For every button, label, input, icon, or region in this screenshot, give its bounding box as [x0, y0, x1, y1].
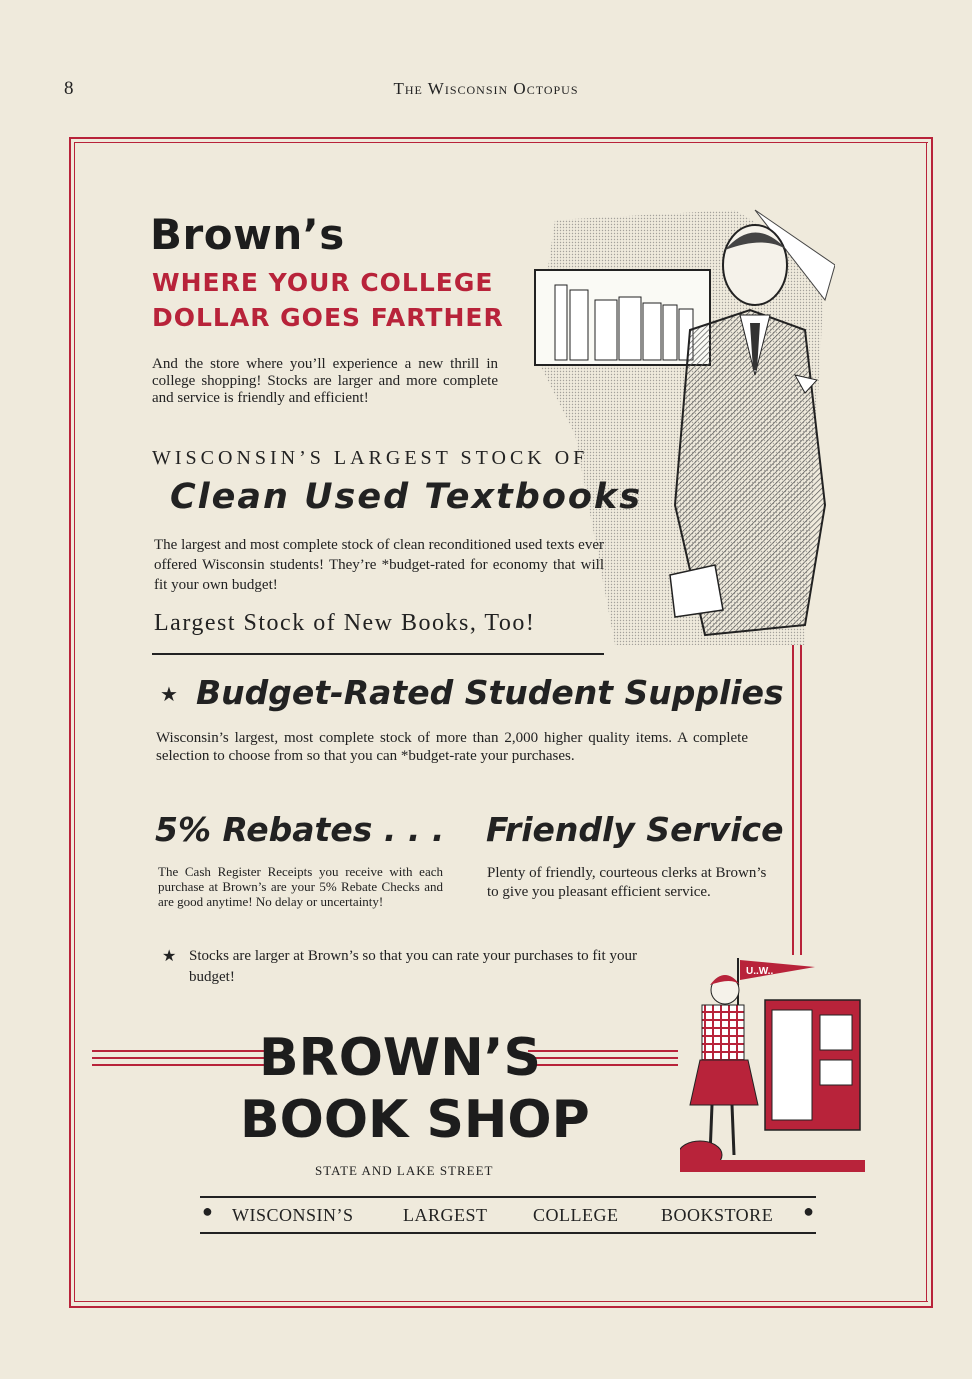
- supplies-paragraph: Wisconsin’s largest, most complete stock of more than 2,000 higher quality items. A complete selection to choose from so that you can *budget-rate your purchases.: [156, 730, 748, 764]
- running-head: The Wisconsin Octopus: [393, 79, 579, 98]
- page-number: 8: [64, 78, 74, 99]
- new-books-line: Largest Stock of New Books, Too!: [154, 610, 536, 636]
- footnote: Stocks are larger at Brown’s so that you can rate your purchases to fit your budget!: [189, 948, 637, 985]
- supplies-title: Budget-Rated Student Supplies: [196, 673, 784, 712]
- brand-title: Brown’s: [150, 210, 345, 259]
- bullet-icon: ●: [803, 1201, 814, 1221]
- pennant-text: U..W..: [746, 966, 774, 977]
- star-icon: ★: [160, 684, 178, 706]
- shop-name-line-2: BOOK SHOP: [240, 1090, 590, 1150]
- textbooks-title: Clean Used Textbooks: [170, 477, 643, 517]
- slogan-bar: [200, 1196, 816, 1234]
- bullet-icon: ●: [202, 1201, 213, 1221]
- slogan-word: LARGEST: [403, 1205, 488, 1225]
- shop-name-line-1: BROWN’S: [259, 1028, 541, 1088]
- section-divider: [152, 653, 604, 655]
- tagline-line-2: DOLLAR GOES FARTHER: [152, 303, 504, 332]
- star-icon: ★: [162, 948, 177, 965]
- intro-paragraph: And the store where you’ll experience a new thrill in college shopping! Stocks are larger and more complete and service is friendly and efficient!: [152, 356, 498, 406]
- slogan-word: COLLEGE: [533, 1205, 619, 1225]
- rebates-title: 5% Rebates . . .: [155, 810, 445, 849]
- slogan-word: WISCONSIN’S: [232, 1205, 354, 1225]
- tagline-line-1: WHERE YOUR COLLEGE: [152, 268, 494, 297]
- textbooks-paragraph: The largest and most complete stock of clean reconditioned used texts ever offered Wisconsin students! They’re *budget-rated for economy that will fit your own budget!: [154, 537, 604, 593]
- service-title: Friendly Service: [486, 810, 784, 849]
- slogan-word: BOOKSTORE: [661, 1205, 774, 1225]
- stock-heading: WISCONSIN’S LARGEST STOCK OF: [152, 447, 589, 469]
- shop-address: STATE AND LAKE STREET: [315, 1163, 494, 1178]
- service-paragraph: Plenty of friendly, courteous clerks at Brown’s to give you pleasant efficient service.: [487, 865, 767, 900]
- rebates-paragraph: The Cash Register Receipts you receive with each purchase at Brown’s are your 5% Rebate Checks and are good anytime! No delay or uncertainty!: [158, 864, 443, 909]
